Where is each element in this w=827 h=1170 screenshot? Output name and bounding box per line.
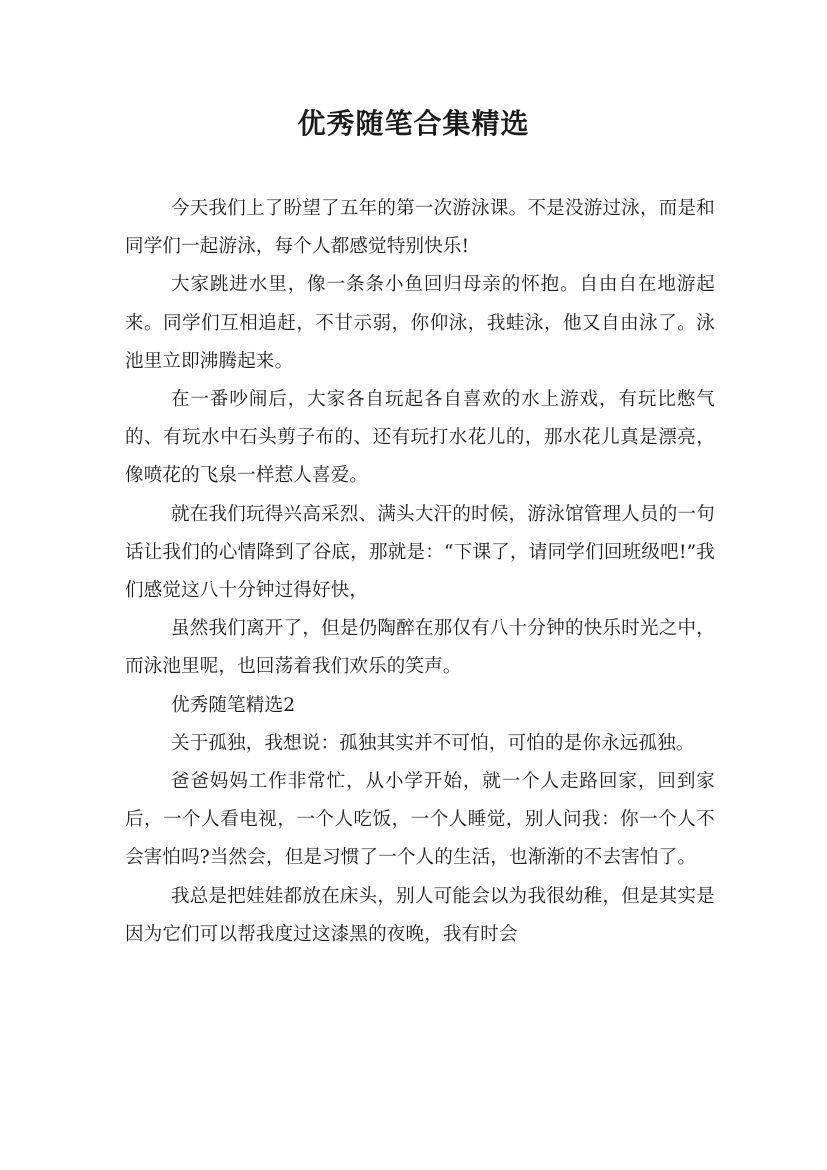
- paragraph: 关于孤独，我想说：孤独其实并不可怕，可怕的是你永远孤独。: [171, 732, 695, 754]
- section-heading: 优秀随笔精选2: [171, 694, 296, 716]
- paragraph: 我总是把娃娃都放在床头，别人可能会以为我很幼稚，但是其实是因为它们可以帮我度过这漆黑的夜晚，我有时会: [125, 885, 715, 945]
- paragraph: 就在我们玩得兴高采烈、满头大汗的时候，游泳馆管理人员的一句话让我们的心情降到了谷底，那就是：“下课了，请同学们回班级吧!”我们感觉这八十分钟过得好快，: [125, 503, 715, 602]
- paragraph: 爸爸妈妈工作非常忙，从小学开始，就一个人走路回家，回到家后，一个人看电视，一个人吃饭，一个人睡觉，别人问我：你一个人不会害怕吗?当然会，但是习惯了一个人的生活，也渐渐的不去害怕了。: [125, 771, 715, 869]
- paragraph: 大家跳进水里，像一条条小鱼回归母亲的怀抱。自由自在地游起来。同学们互相追赶，不甘示弱，你仰泳，我蛙泳，他又自由泳了。泳池里立即沸腾起来。: [125, 274, 715, 372]
- paragraph: 虽然我们离开了，但是仍陶醉在那仅有八十分钟的快乐时光之中，而泳池里呢，也回荡着我们欢乐的笑声。: [125, 618, 715, 678]
- document-title: 优秀随笔合集精选: [297, 107, 530, 140]
- paragraph: 在一番吵闹后，大家各自玩起各自喜欢的水上游戏，有玩比憋气的、有玩水中石头剪子布的、还有玩打水花儿的，那水花儿真是漂亮，像喷花的飞泉一样惹人喜爱。: [125, 389, 715, 487]
- document-body: [125, 190, 715, 954]
- paragraph: 今天我们上了盼望了五年的第一次游泳课。不是没游过泳，而是和同学们一起游泳，每个人都感觉特别快乐!: [125, 198, 715, 258]
